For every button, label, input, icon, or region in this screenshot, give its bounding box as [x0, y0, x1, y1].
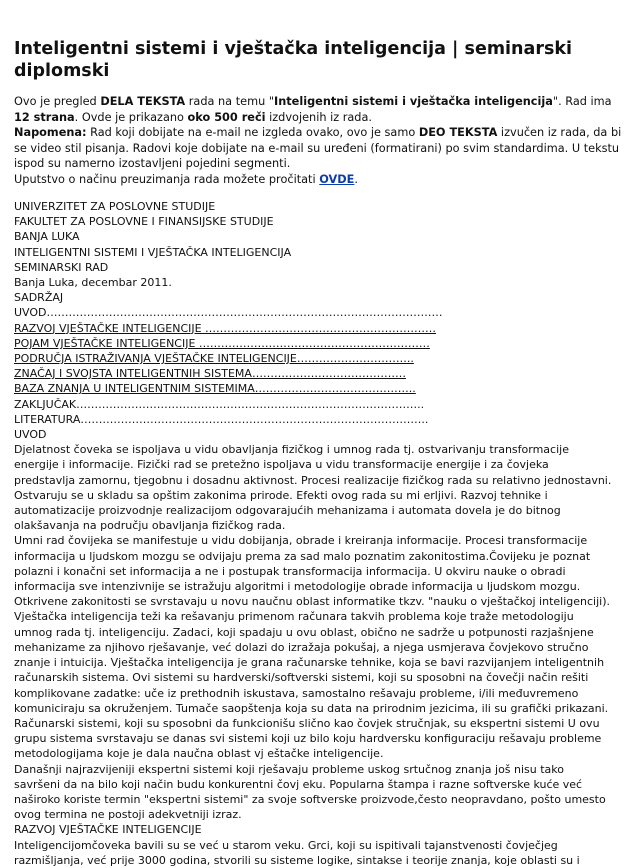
body-line: olakšavanja na području obavljanja fizičkog rada. — [14, 519, 286, 533]
intro-text: rada na temu " — [185, 95, 275, 108]
body-line: grupu sistema svrstavaju se danas svi sistemi koji uz bilo koju hardversku konfiguraciju rešavaju probleme — [14, 732, 602, 746]
body-line: naširoko koriste termin "ekspertni sistemi" za svoje softverske proizvode,često neopravdano, pošto umesto — [14, 792, 606, 806]
body-line: komplikovane zadatke: uče iz prethodnih iskustava, samostalno rešavaju probleme, i/ili međuvremeno — [14, 686, 579, 700]
section-heading: RAZVOJ VJEŠTAČKE INTELIGENCIJE — [14, 823, 202, 837]
toc-entry: ZNAČAJ I SVOJSTA INTELIGENTNIH SISTEMA…………………………………… — [14, 367, 406, 381]
body-line: UNIVERZITET ZA POSLOVNE STUDIJE — [14, 200, 216, 213]
intro-text: . Ovde je prikazano — [74, 110, 188, 124]
body-line: savršeni da na bilo koji način budu konkurentni čovj eku. Popularna štampa i razne softverske kuće već — [14, 777, 583, 791]
body-line: Vještačka inteligencija teži ka rešavanju primenom računara takvih problema koje traže metodologiju — [14, 610, 574, 624]
document-body — [14, 199, 626, 868]
note-paragraph — [14, 125, 626, 172]
body-line: Djelatnost čoveka se ispoljava u vidu obavljanja fizičkog i umnog rada tj. ostvarivanju transformacije — [14, 443, 569, 457]
body-line: Banja Luka, decembar 2011. — [14, 276, 172, 290]
body-line: Umni rad čovijeka se manifestuje u vidu dobijanja, obrade i kreiranja informacije. Procesi transformacije — [14, 534, 588, 548]
toc-heading: SADRŽAJ — [14, 291, 64, 305]
toc-entry: PODRUČJA ISTRAŽIVANJA VJEŠTAČKE INTELIGENCIJE………………………….. — [14, 352, 414, 366]
guide-link[interactable]: OVDE — [319, 172, 355, 186]
body-line: Današnji najrazvijeniji ekspertni sistemi koji rješavaju probleme uskog srtučnog znanja još nisu tako — [14, 762, 565, 776]
intro-paragraph — [14, 94, 626, 125]
toc-entry: ZAKLJUČAK………………………………………………………………………………….. — [14, 397, 425, 411]
note-label: Napomena: — [14, 126, 87, 139]
body-line: komuniciraju sa okruženjem. Tumače saopštenja koja su data na prirodnim jezicima, ili su grafički prikazani. — [14, 701, 609, 715]
note-text: Rad koji dobijate na e-mail ne izgleda ovako, ovo je samo — [86, 126, 419, 139]
body-line: ovog termina ne postoji adekvetniji izraz. — [14, 808, 242, 822]
body-line: informacija u ljudskom mozgu se odvijaju prema za sad malo poznatim zakonitostima.Čovijeku je poznat — [14, 549, 591, 563]
intro-topic: Inteligentni sistemi i vještačka inteligencija — [274, 95, 553, 108]
body-line: SEMINARSKI RAD — [14, 260, 109, 274]
toc-entry: LITERATURA………………………………………………………………………………….. — [14, 412, 429, 426]
guide-paragraph — [14, 172, 626, 188]
intro-text: izdvojenih iz rada. — [265, 110, 372, 124]
note-bold-part: DEO TEKSTA — [418, 126, 498, 139]
note-text: izvučen iz rada, da bi se video stil pisanja. Radovi koje dobijate na e-mail su uređeni (formatirani) po svim standardima. U tekstu ispod su namerno izostavljeni pojedini segmenti. — [14, 126, 622, 170]
toc-entry: BAZA ZNANJA U INTELIGENTNIM SISTEMIMA…………………………………….. — [14, 382, 416, 396]
intro-block — [14, 94, 626, 187]
intro-text: ". Rad ima — [552, 95, 612, 108]
section-heading: UVOD — [14, 428, 47, 442]
body-line: znanje i intuicija. Vještačka inteligencija je grana računarske tehnike, koja se bavi razvijanjem inteligentnih — [14, 656, 605, 670]
body-line: Računarski sistemi, koji su sposobni da funkcionišu slično kao čovjek stručnjak, su ekspertni sistemi U ovu — [14, 716, 600, 730]
toc-entry: UVOD……………………………………………………………………………………………… — [14, 306, 443, 320]
body-line: FAKULTET ZA POSLOVNE I FINANSIJSKE STUDIJE — [14, 215, 274, 229]
body-line: razmišljanja, već prije 3000 godina, stvorili su sisteme logike, sintakse i teorije znanja, koje oblasti su i — [14, 853, 580, 867]
body-line: energije i informacije. Fizički rad se pretežno ispoljava u vidu transformacije energije i za čovjeka — [14, 458, 549, 472]
body-line: polazni i konačni set informacija a ne i postupak transformacija informacija. U okviru nauke o obradi — [14, 564, 566, 578]
intro-text: Ovo je pregled — [14, 95, 101, 108]
intro-bold-part: DELA TEKSTA — [100, 95, 186, 108]
body-line: računarskih sistema. Ovi sistemi su hardverski/softverski sistemi, koji su sposobni na čovečji način rešiti — [14, 671, 589, 685]
intro-word-count: oko 500 reči — [187, 110, 266, 124]
body-line: mehanizame za njihovo rješavanje, već dolazi do izražaja pokušaj, a njega usmjerava čovjekovo stručno — [14, 640, 589, 654]
body-line: informacija sve intenzivnije se istražuju algoritmi i metodologije obrade informacija u ljudskom mozgu. — [14, 580, 581, 594]
guide-text: Uputstvo o načinu preuzimanja rada možete pročitati — [14, 172, 320, 186]
body-line: automatizacije proizvodnje realizacijom odgovarajućih mehanizama i automata dovela je do bitnog — [14, 504, 561, 518]
body-line: Inteligencijomčoveka bavili su se već u starom veku. Grci, koji su ispitivali tajanstvenosti čovječjeg — [14, 838, 558, 852]
toc-entry: RAZVOJ VJEŠTAČKE INTELIGENCIJE ……………………………………………………… — [14, 321, 437, 335]
toc-entry: POJAM VJEŠTAČKE INTELIGENCIJE ……………………………………………………… — [14, 336, 430, 350]
body-line: umnog rada tj. inteligenciju. Zadaci, koji spadaju u ovu oblast, obično ne sadrže u potpunosti razjašnjene — [14, 625, 594, 639]
body-line: predstavlja zamornu, tjegobnu i dosadnu aktivnost. Procesi realizacije fizičkog rada su relativno jednostavni. — [14, 473, 612, 487]
document-page — [14, 38, 626, 868]
body-line: metodologijama koje je dala naučna oblast vj eštačke inteligencije. — [14, 747, 384, 761]
body-line: Ostvaruju se u skladu sa opštim zakonima prirode. Efekti ovog rada su mi erljivi. Razvoj tehnike i — [14, 488, 548, 502]
body-line: BANJA LUKA — [14, 230, 80, 244]
body-line: Otkrivene zakonitosti se svrstavaju u novu naučnu oblast informatike tkzv. "nauku o vještačkoj inteligenciji). — [14, 595, 610, 609]
body-line: INTELIGENTNI SISTEMI I VJEŠTAČKA INTELIGENCIJA — [14, 245, 292, 259]
page-title: Inteligentni sistemi i vještačka inteligencija | seminarski diplomski — [14, 39, 573, 81]
intro-page-count: 12 strana — [14, 110, 75, 124]
guide-text: . — [354, 172, 358, 186]
